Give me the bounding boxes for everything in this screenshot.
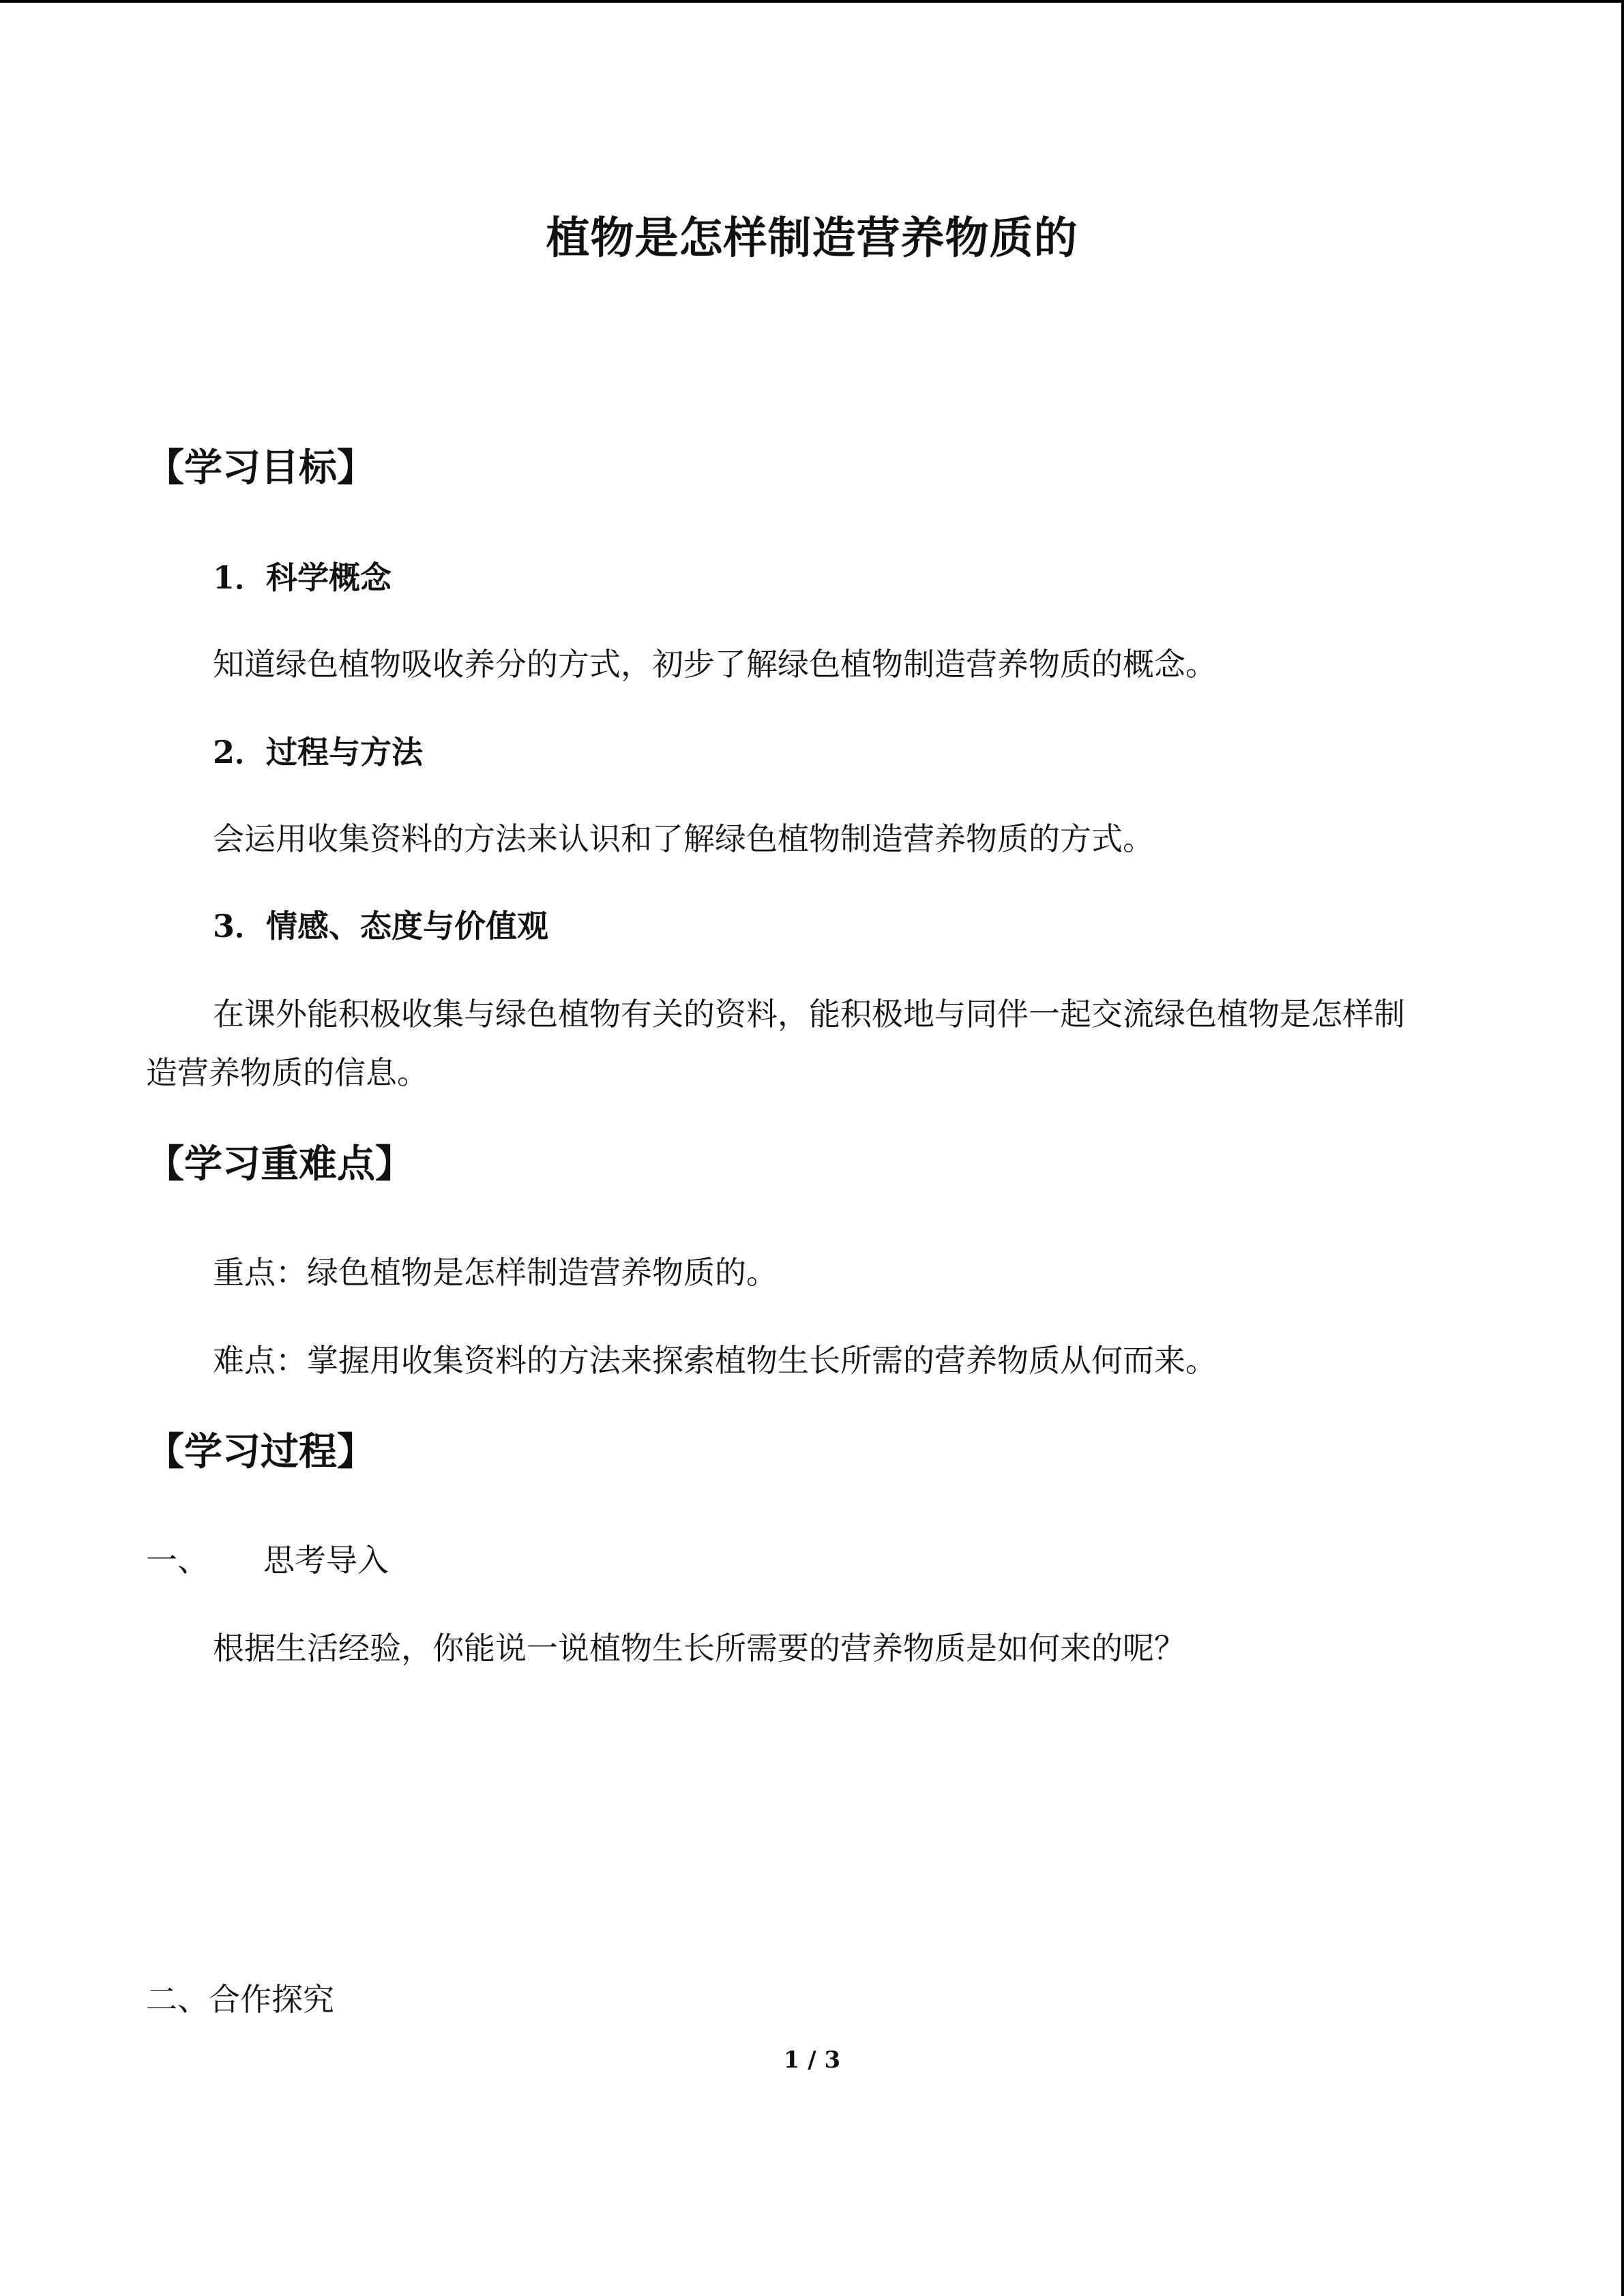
page-title: 植物是怎样制造营养物质的: [546, 213, 1078, 264]
objective-1-text: 知道绿色植物吸收养分的方式，初步了解绿色植物制造营养物质的概念。: [213, 646, 1217, 683]
process-part1-title: 思考导入: [263, 1542, 389, 1579]
page-border-top: [0, 0, 1624, 3]
objective-2-text: 会运用收集资料的方法来认识和了解绿色植物制造营养物质的方式。: [213, 820, 1154, 857]
section-heading-key-points: 【学习重难点】: [146, 1142, 413, 1187]
key-point-difficulty: 难点：掌握用收集资料的方法来探索植物生长所需的营养物质从何而来。: [213, 1342, 1217, 1379]
process-part1-number: 一、: [146, 1542, 209, 1579]
page-number: 1 / 3: [783, 2046, 841, 2074]
process-part1-question: 根据生活经验，你能说一说植物生长所需要的营养物质是如何来的呢？: [213, 1630, 1185, 1667]
objective-3-text-line1: 在课外能积极收集与绿色植物有关的资料，能积极地与同伴一起交流绿色植物是怎样制: [213, 996, 1405, 1032]
section-heading-objectives: 【学习目标】: [146, 445, 375, 490]
key-point-focus: 重点：绿色植物是怎样制造营养物质的。: [213, 1254, 778, 1291]
objective-3-text-line2: 造营养物质的信息。: [146, 1054, 428, 1091]
objective-2-heading: 2．过程与方法: [213, 734, 424, 771]
section-heading-process: 【学习过程】: [146, 1429, 375, 1474]
process-part2-title: 二、合作探究: [146, 1981, 334, 2018]
page-border-right: [1621, 0, 1624, 2296]
objective-3-heading: 3．情感、态度与价值观: [213, 908, 549, 944]
objective-1-heading: 1．科学概念: [213, 559, 392, 596]
